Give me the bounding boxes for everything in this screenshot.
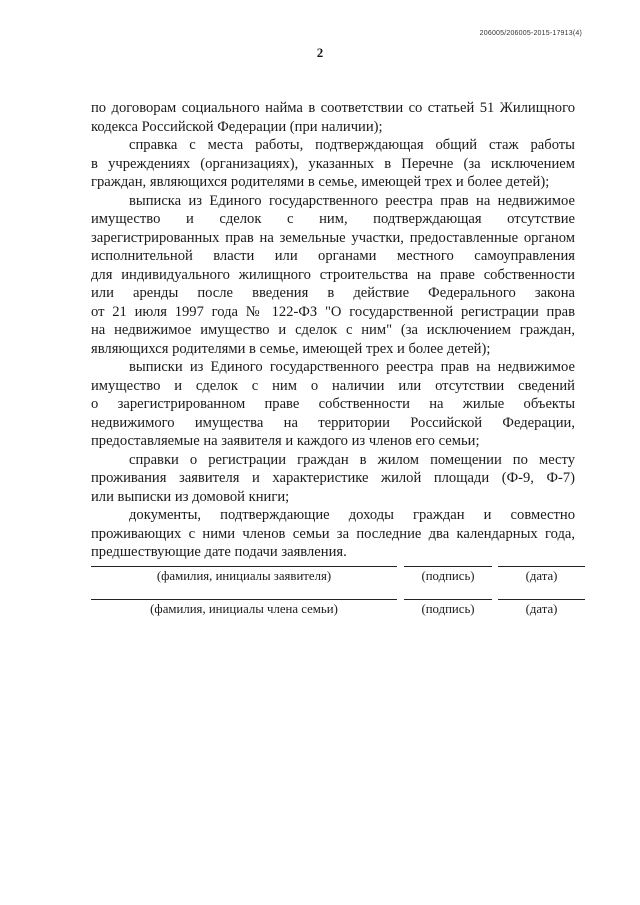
- text-line: в учреждениях (организациях), указанных в Перечне (за исключением: [91, 155, 575, 172]
- signature-block: [91, 566, 585, 590]
- text-line: предшествующие дате подачи заявления.: [91, 544, 347, 560]
- signature-line: [404, 566, 492, 567]
- paragraph-6: [91, 506, 575, 562]
- date-caption: (дата): [525, 569, 558, 583]
- text-line: имущество и сделок с ним о наличии или отсутствии сведений: [91, 377, 575, 394]
- text-line: зарегистрированных прав на земельные участки, предоставленные органом: [91, 229, 575, 246]
- paragraph-1: [91, 99, 575, 136]
- text-line: выписка из Единого государственного реестра прав на недвижимое: [129, 192, 575, 209]
- text-line: являющихся родителями в семье, имеющей трех и более детей);: [91, 340, 491, 357]
- page-number: 2: [316, 45, 324, 60]
- text-line: граждан, являющихся родителями в семье, имеющей трех и более детей);: [91, 174, 550, 190]
- text-line: проживающих с ними членов семьи за последние два календарных года,: [91, 525, 575, 542]
- paragraph-4: [91, 358, 575, 451]
- text-line: для индивидуального жилищного строительства на праве собственности: [91, 266, 575, 283]
- document-id: 206005/206005-2015-17913(4): [479, 30, 582, 37]
- text-line: или аренды после введения в действие Федерального закона: [91, 285, 575, 301]
- text-line: кодекса Российской Федерации (при наличии);: [91, 118, 383, 135]
- text-line: справка с места работы, подтверждающая общий стаж работы: [129, 137, 575, 153]
- signature-line: [404, 599, 492, 600]
- text-line: документы, подтверждающие доходы граждан и совместно: [129, 507, 575, 523]
- text-line: или выписки из домовой книги;: [91, 488, 290, 505]
- family-member-signature-row: [91, 599, 585, 623]
- text-line: справки о регистрации граждан в жилом помещении по месту: [129, 451, 575, 468]
- signature-block: [91, 599, 585, 623]
- name-caption: (фамилия, инициалы члена семьи): [150, 602, 338, 616]
- text-line: выписки из Единого государственного реестра прав на недвижимое: [129, 359, 575, 375]
- signature-caption: (подпись): [421, 602, 475, 616]
- paragraph-2: [91, 136, 575, 192]
- text-line: предоставляемые на заявителя и каждого из членов его семьи;: [91, 433, 480, 449]
- signature-caption: (подпись): [421, 569, 475, 583]
- text-line: исполнительной власти или органами местного самоуправления: [91, 248, 575, 264]
- text-line: по договорам социального найма в соответствии со статьей 51 Жилищного: [91, 100, 575, 116]
- text-line: о зарегистрированном праве собственности на жилые объекты: [91, 396, 575, 412]
- paragraph-3: [91, 192, 575, 359]
- document-body: [91, 99, 575, 562]
- date-line: [498, 599, 585, 600]
- name-line: [91, 566, 397, 567]
- text-line: от 21 июля 1997 года № 122-ФЗ "О государственной регистрации прав: [91, 303, 575, 320]
- text-line: имущество и сделок с ним, подтверждающая отсутствие: [91, 211, 575, 227]
- applicant-signature-row: [91, 566, 585, 590]
- name-caption: (фамилия, инициалы заявителя): [156, 569, 332, 583]
- text-line: проживания заявителя и характеристике жилой площади (Ф-9, Ф-7): [91, 470, 575, 486]
- date-line: [498, 566, 585, 567]
- paragraph-5: [91, 451, 575, 507]
- text-line: недвижимого имущества на территории Российской Федерации,: [91, 414, 575, 431]
- date-caption: (дата): [525, 602, 558, 616]
- text-line: на недвижимое имущество и сделок с ним" (за исключением граждан,: [91, 322, 575, 338]
- name-line: [91, 599, 397, 600]
